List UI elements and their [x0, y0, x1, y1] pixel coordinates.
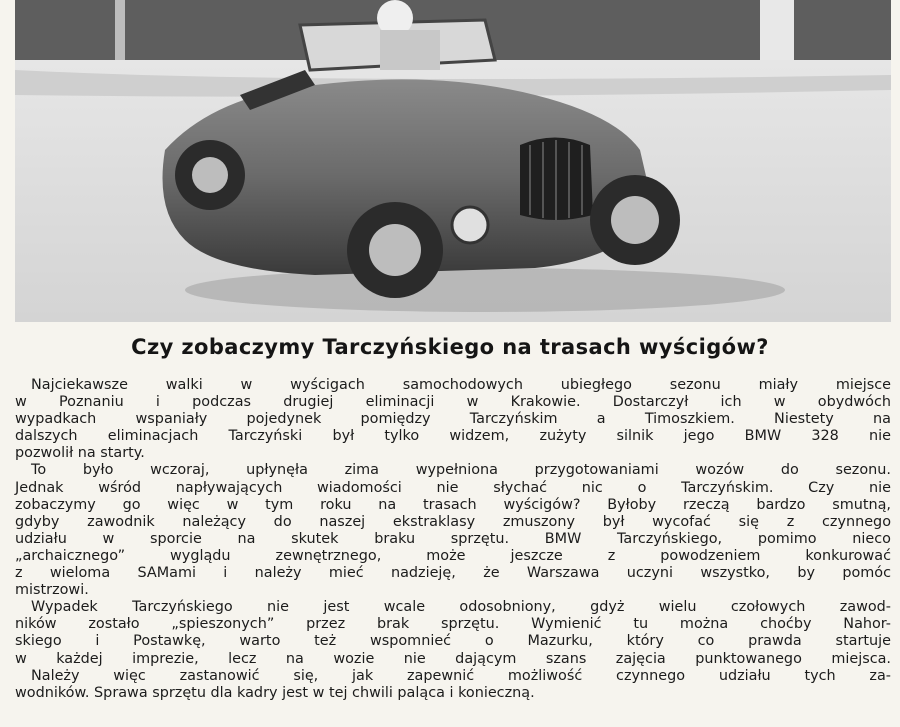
text-line: Jednak wśród napływających wiadomości nie słychać nic o Tarczyńskim. Czy nie — [15, 479, 891, 496]
text-line: Należy więc zastanowić się, jak zapewnić możliwość czynnego udziału tych za- — [31, 667, 891, 684]
race-car-photo — [15, 0, 891, 322]
article-headline: Czy zobaczymy Tarczyńskiego na trasach wyścigów? — [131, 335, 769, 359]
article-paragraph — [15, 668, 891, 702]
article-body — [15, 377, 891, 702]
race-car-illustration — [15, 0, 891, 322]
text-line: ników zostało „spieszonych” przez brak sprzętu. Wymienić tu można choćby Nahor- — [15, 616, 891, 633]
text-line: pozwolił na starty. — [15, 445, 145, 462]
text-line: udziału w sporcie na skutek braku sprzętu. BMW Tarczyńskiego, pomimo nieco — [15, 530, 891, 547]
text-line: Najciekawsze walki w wyścigach samochodowych ubiegłego sezonu miały miejsce — [31, 377, 891, 393]
text-line: z wieloma SAMami i należy mieć nadzieję, że Warszawa uczyni wszystko, by pomóc — [15, 565, 891, 582]
text-line: wodników. Sprawa sprzętu dla kadry jest w tej chwili paląca i konieczną. — [15, 684, 535, 701]
article-paragraph — [15, 462, 891, 599]
text-line: skiego i Postawkę, warto też wspomnieć o Mazurku, który co prawda startuje — [15, 633, 891, 650]
text-line: To było wczoraj, upłynęła zima wypełniona przygotowaniami wozów do sezonu. — [31, 462, 891, 479]
text-line: w każdej imprezie, lecz na wozie nie dającym szans zajęcia punktowanego miejsca. — [15, 650, 891, 667]
text-line: w Poznaniu i podczas drugiej eliminacji w Krakowie. Dostarczył ich w obydwóch — [15, 394, 891, 411]
text-line: dalszych eliminacjach Tarczyński był tylko widzem, zużyty silnik jego BMW 328 nie — [15, 428, 891, 445]
text-line: zobaczymy go więc w tym roku na trasach wyścigów? Byłoby rzeczą bardzo smutną, — [15, 496, 891, 513]
text-line: „archaicznego” wyglądu zewnętrznego, może jeszcze z powodzeniem konkurować — [15, 547, 891, 564]
text-line: mistrzowi. — [15, 582, 89, 599]
article-paragraph — [15, 377, 891, 462]
text-line: wypadkach wspaniały pojedynek pomiędzy Tarczyńskim a Timoszkiem. Niestety na — [15, 411, 891, 428]
text-line: gdyby zawodnik należący do naszej ekstraklasy zmuszony był wycofać się z czynnego — [15, 513, 891, 530]
text-line: Wypadek Tarczyńskiego nie jest wcale odosobniony, gdyż wielu czołowych zawod- — [31, 599, 891, 616]
article-paragraph — [15, 599, 891, 667]
